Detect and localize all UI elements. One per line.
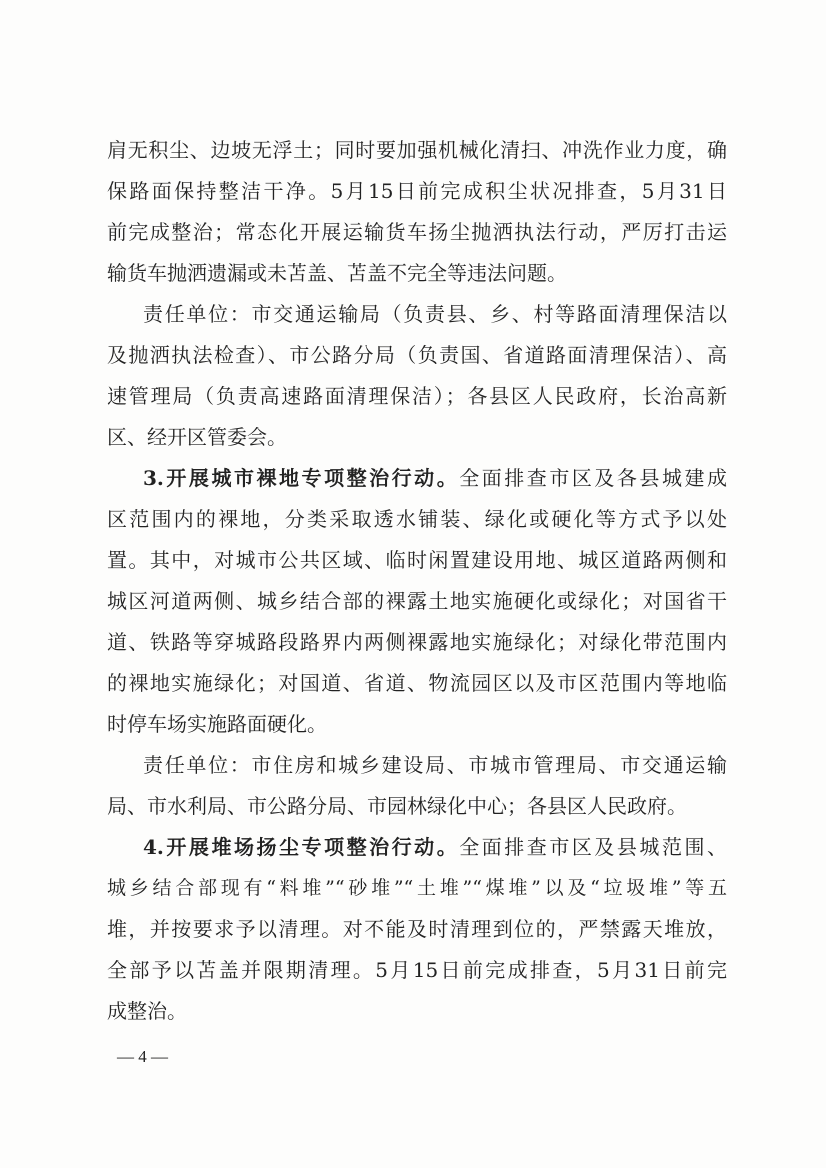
text-line: 全部予以苫盖并限期清理。5月15日前完成排查，5月31日前完 bbox=[107, 958, 727, 982]
text-line: 城区河道两侧、城乡结合部的裸露土地实施硬化或绿化；对国省干 bbox=[107, 589, 727, 613]
text-line: 道、铁路等穿城路段路界内两侧裸露地实施绿化；对绿化带范围内 bbox=[107, 630, 727, 654]
section-3-first-line bbox=[143, 458, 727, 498]
text-line: 全面排查市区及县城范围、 bbox=[459, 835, 728, 859]
text-line: 速管理局（负责高速路面清理保洁）；各县区人民政府，长治高新 bbox=[107, 384, 727, 408]
text-line: 的裸地实施绿化；对国道、省道、物流园区以及市区范围内等地临 bbox=[107, 671, 727, 695]
section-3-heading: 3.开展城市裸地专项整治行动。 bbox=[143, 466, 460, 490]
text-line: 城乡结合部现有“料堆”“砂堆”“土堆”“煤堆”以及“垃圾堆”等五 bbox=[107, 877, 727, 899]
text-line: 前完成整治；常态化开展运输货车扬尘抛洒执法行动，严厉打击运 bbox=[107, 220, 727, 244]
text-line: 保路面保持整洁干净。5月15日前完成积尘状况排查，5月31日 bbox=[107, 179, 727, 203]
text-line: 置。其中，对城市公共区域、临时闲置建设用地、城区道路两侧和 bbox=[107, 548, 727, 572]
section-4-first-line bbox=[143, 827, 727, 867]
text-line: 成整治。 bbox=[107, 999, 187, 1023]
text-line: 全面排查市区及各县城建成 bbox=[459, 466, 728, 490]
text-line: 区范围内的裸地，分类采取透水铺装、绿化或硬化等方式予以处 bbox=[107, 507, 727, 531]
text-line: 输货车抛洒遗漏或未苫盖、苫盖不完全等违法问题。 bbox=[107, 261, 567, 285]
section-4-heading: 4.开展堆场扬尘专项整治行动。 bbox=[143, 835, 460, 859]
text-line: 肩无积尘、边坡无浮土；同时要加强机械化清扫、冲洗作业力度，确 bbox=[107, 138, 727, 162]
text-line: 堆，并按要求予以清理。对不能及时清理到位的，严禁露天堆放， bbox=[107, 917, 727, 941]
text-line: 区、经开区管委会。 bbox=[107, 425, 287, 449]
page-number: — 4 — bbox=[117, 1047, 168, 1066]
text-line: 局、市水利局、市公路分局、市园林绿化中心；各县区人民政府。 bbox=[107, 794, 687, 818]
text-line: 及抛洒执法检查）、市公路分局（负责国、省道路面清理保洁）、高 bbox=[107, 343, 727, 367]
text-line: 责任单位：市住房和城乡建设局、市城市管理局、市交通运输 bbox=[143, 753, 727, 777]
text-line: 时停车场实施路面硬化。 bbox=[107, 712, 327, 736]
text-line: 责任单位：市交通运输局（负责县、乡、村等路面清理保洁以 bbox=[143, 302, 727, 326]
